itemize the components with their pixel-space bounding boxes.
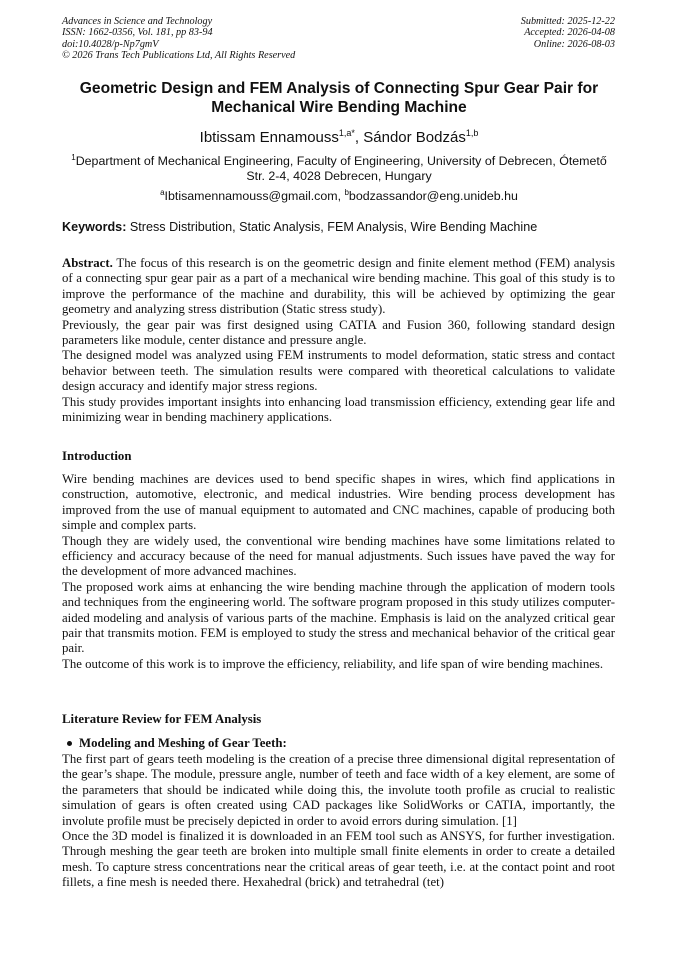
- email-b: bodzassandor@eng.unideb.hu: [348, 189, 518, 203]
- literature-paragraph: The first part of gears teeth modeling is the creation of a precise three dimensional digital representation of the gear’s shape. The module, pressure angle, number of teeth and face width of a key element, are some of the parameters that should be indicated while doing this, the involute tooth profile as crucial to realistic simulation of gears is often created using CAD packages like SolidWorks or CATIA, importantly, the involute profile must be precisely depicted in order to avoid errors during simulation. [1]: [62, 752, 615, 828]
- abstract-paragraph: Previously, the gear pair was first designed using CATIA and Fusion 360, following standard design parameters like module, center distance and pressure angle.: [62, 317, 615, 348]
- issn-line: ISSN: 1662-0356, Vol. 181, pp 83-94: [62, 27, 213, 39]
- author-emails: [0, 185, 678, 204]
- author-2-affiliation-mark: 1,b: [465, 128, 479, 138]
- introduction-paragraph: Though they are widely used, the conventional wire bending machines have some limitations related to efficiency and accuracy because of the need for manual adjustments. Such issues have paved the way for the development of more advanced machines.: [62, 533, 615, 579]
- abstract-paragraph: This study provides important insights into enhancing load transmission efficiency, extending gear life and minimizing wear in bending machinery applications.: [62, 394, 615, 425]
- email-a-mark: a: [160, 188, 165, 197]
- bullet-dot-icon: [67, 741, 72, 746]
- introduction-section: [62, 472, 615, 672]
- paper-title: Geometric Design and FEM Analysis of Connecting Spur Gear Pair for Mechanical Wire Bending Machine: [79, 80, 599, 116]
- email-b-mark: b: [344, 188, 349, 197]
- literature-review-heading: Literature Review for FEM Analysis: [62, 712, 262, 726]
- introduction-paragraph: The outcome of this work is to improve the efficiency, reliability, and life span of wire bending machines.: [62, 656, 604, 671]
- doi-line: doi:10.4028/p-Np7gmV: [62, 38, 159, 50]
- submitted-date: Submitted: 2025-12-22: [520, 16, 615, 27]
- journal-info: [62, 16, 295, 61]
- journal-name: Advances in Science and Technology: [62, 16, 213, 27]
- keywords: [62, 220, 616, 235]
- author-list: [0, 124, 678, 147]
- abstract-paragraph: [62, 256, 615, 318]
- keywords-text: Stress Distribution, Static Analysis, FEM Analysis, Wire Bending Machine: [126, 220, 538, 234]
- author-1-name: Ibtissam Ennamouss: [199, 129, 339, 146]
- author-2-name: Sándor Bodzás: [363, 129, 466, 146]
- subsection-bullet: [62, 736, 287, 751]
- affiliation-text: Department of Mechanical Engineering, Faculty of Engineering, University of Debrecen, Ótemető Str. 2-4, 4028 Debrecen, Hungary: [75, 154, 607, 183]
- subsection-title: Modeling and Meshing of Gear Teeth:: [79, 736, 287, 750]
- affiliation: [62, 150, 616, 184]
- author-separator: ,: [354, 129, 364, 146]
- email-a: Ibtisamennamouss@gmail.com,: [164, 189, 345, 203]
- abstract-paragraph: The designed model was analyzed using FEM instruments to model deformation, static stress and contact behavior between teeth. The simulation results were compared with theoretical calculations to validate design accuracy and identify major stress regions.: [62, 348, 615, 394]
- abstract-label: Abstract.: [62, 256, 113, 270]
- submission-dates: [521, 16, 615, 50]
- affiliation-mark: 1: [71, 153, 76, 162]
- author-1-affiliation-mark: 1,a*: [338, 128, 355, 138]
- introduction-paragraph: The proposed work aims at enhancing the wire bending machine through the application of modern tools and techniques from the engineering world. The software program proposed in this study utilizes computer-aided modeling and analysis of various parts of the machine. Emphasis is laid on the analyzed critical gear pair that transmits motion. FEM is employed to study the stress and mechanical behavior of the critical gear pair.: [62, 579, 615, 656]
- literature-review-section: [62, 752, 615, 891]
- accepted-date: Accepted: 2026-04-08: [524, 27, 615, 39]
- copyright-line: © 2026 Trans Tech Publications Ltd, All Rights Reserved: [62, 49, 296, 61]
- abstract: [62, 256, 615, 425]
- introduction-paragraph: Wire bending machines are devices used to bend specific shapes in wires, which find applications in construction, automotive, electronic, and medical industries. Wire bending process development has improved from the use of manual equipment to automated and CNC machines, capable of producing both simple and complex parts.: [62, 472, 615, 533]
- literature-paragraph: Once the 3D model is finalized it is downloaded in an FEM tool such as ANSYS, for further investigation. Through meshing the gear teeth are broken into multiple small finite elements in order to create a detailed mesh. To capture stress concentrations near the critical areas of gear teeth, i.e. at the contact point and root fillets, a fine mesh is needed there. Hexahedral (brick) and tetrahedral (tet): [62, 829, 615, 890]
- online-date: Online: 2026-08-03: [533, 38, 615, 50]
- abstract-p1-text: The focus of this research is on the geometric design and finite element method (FEM) analysis of a connecting spur gear pair as a part of a mechanical wire bending machine. This goal of this study is to improve the performance of the machine and durability, this will be achieved by optimizing the gear geometry and analyzing stress distribution (Static stress study).: [62, 256, 615, 317]
- introduction-heading: Introduction: [62, 449, 132, 463]
- keywords-label: Keywords:: [62, 220, 127, 234]
